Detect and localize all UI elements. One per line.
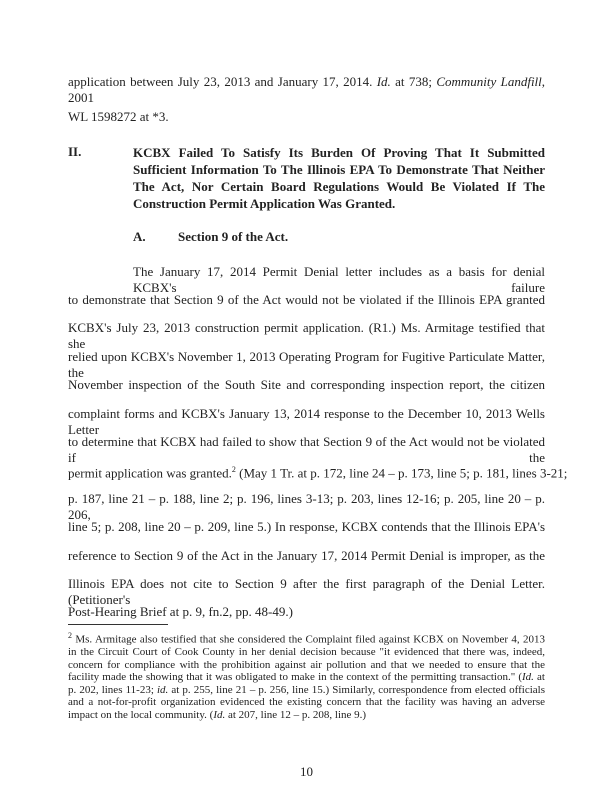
paragraph-line: to demonstrate that Section 9 of the Act would not be violated if the Illinois EPA granted — [68, 292, 545, 307]
paragraph-line: reference to Section 9 of the Act in the January 17, 2014 Permit Denial is improper, as the — [68, 548, 545, 563]
paragraph-line — [68, 462, 568, 481]
citation-id: Id. — [376, 74, 391, 89]
paragraph-line: p. 187, line 21 – p. 188, line 2; p. 196, lines 3-13; p. 203, lines 12-16; p. 205, line 20 – p. 206, — [68, 491, 545, 522]
citation-id: Id. — [521, 671, 534, 684]
case-name: Community Landfill — [436, 74, 542, 89]
text: at 738; — [395, 74, 432, 89]
footnote-number: 2 — [68, 631, 72, 640]
citation-id: Id. — [213, 708, 226, 721]
heading-number: II. — [68, 144, 82, 159]
paragraph-line: November inspection of the South Site and corresponding inspection report, the citizen — [68, 377, 545, 392]
intro-line-1 — [68, 74, 546, 105]
footnote-divider — [68, 624, 168, 625]
paragraph-line: relied upon KCBX's November 1, 2013 Operating Program for Fugitive Particulate Matter, the — [68, 349, 545, 380]
text: at 207, line 12 – p. 208, line 9.) — [225, 708, 367, 721]
subheading: Section 9 of the Act. — [178, 229, 289, 244]
paragraph-line: line 5; p. 208, line 20 – p. 209, line 5.) In response, KCBX contends that the Illinois EPA's — [68, 519, 545, 534]
text: , 2001 — [68, 74, 546, 105]
paragraph-line: The January 17, 2014 Permit Denial letter includes as a basis for denial KCBX's failure — [133, 264, 545, 295]
subheading-letter: A. — [133, 229, 146, 244]
text: (May 1 Tr. at p. 172, line 24 – p. 173, line 5; p. 181, lines 3-21; — [239, 465, 568, 481]
footnote — [68, 630, 545, 721]
section-heading: KCBX Failed To Satisfy Its Burden Of Proving That It Submitted Sufficient Information To The Illinois EPA To Demonstrate That Neither The Act, Nor Certain Board Regulations Would Be Violated If The Construction Permit Application Was Granted. — [133, 145, 545, 211]
paragraph-line: KCBX's July 23, 2013 construction permit application. (R1.) Ms. Armitage testified that she — [68, 320, 545, 351]
text: at p. 255, line 21 – p. 256, line 15.) Similarly, correspondence from elected officials and a not-for-profit organization evidenced the existing concern that the facility was having an adverse impact on the local community. ( — [68, 683, 545, 721]
text: at p. 202, lines 11-23; — [68, 671, 545, 696]
page-number: 10 — [300, 764, 313, 779]
text: permit application was granted. — [68, 465, 232, 481]
intro-line-2: WL 1598272 at *3. — [68, 109, 169, 124]
paragraph-line: Illinois EPA does not cite to Section 9 after the first paragraph of the Denial Letter. (Petitioner's — [68, 576, 545, 607]
paragraph-line: to determine that KCBX had failed to show that Section 9 of the Act would not be violated if the — [68, 434, 545, 465]
text: application between July 23, 2013 and January 17, 2014. — [68, 74, 373, 89]
paragraph-line: complaint forms and KCBX's January 13, 2014 response to the December 10, 2013 Wells Letter — [68, 406, 545, 437]
citation-id: id. — [156, 683, 169, 696]
text: Ms. Armitage also testified that she considered the Complaint filed against KCBX on November 4, 2013 in the Circuit Court of Cook County in her denial decision because "it evidenced that there was, indeed, concern for compliance with the prohibition against air pollution and that we needed to ensure that the facility made the showing that it was obligated to make in the context of the permitting transaction." ( — [68, 633, 546, 684]
paragraph-line: Post-Hearing Brief at p. 9, fn.2, pp. 48-49.) — [68, 604, 293, 619]
footnote-ref[interactable]: 2 — [231, 465, 236, 474]
